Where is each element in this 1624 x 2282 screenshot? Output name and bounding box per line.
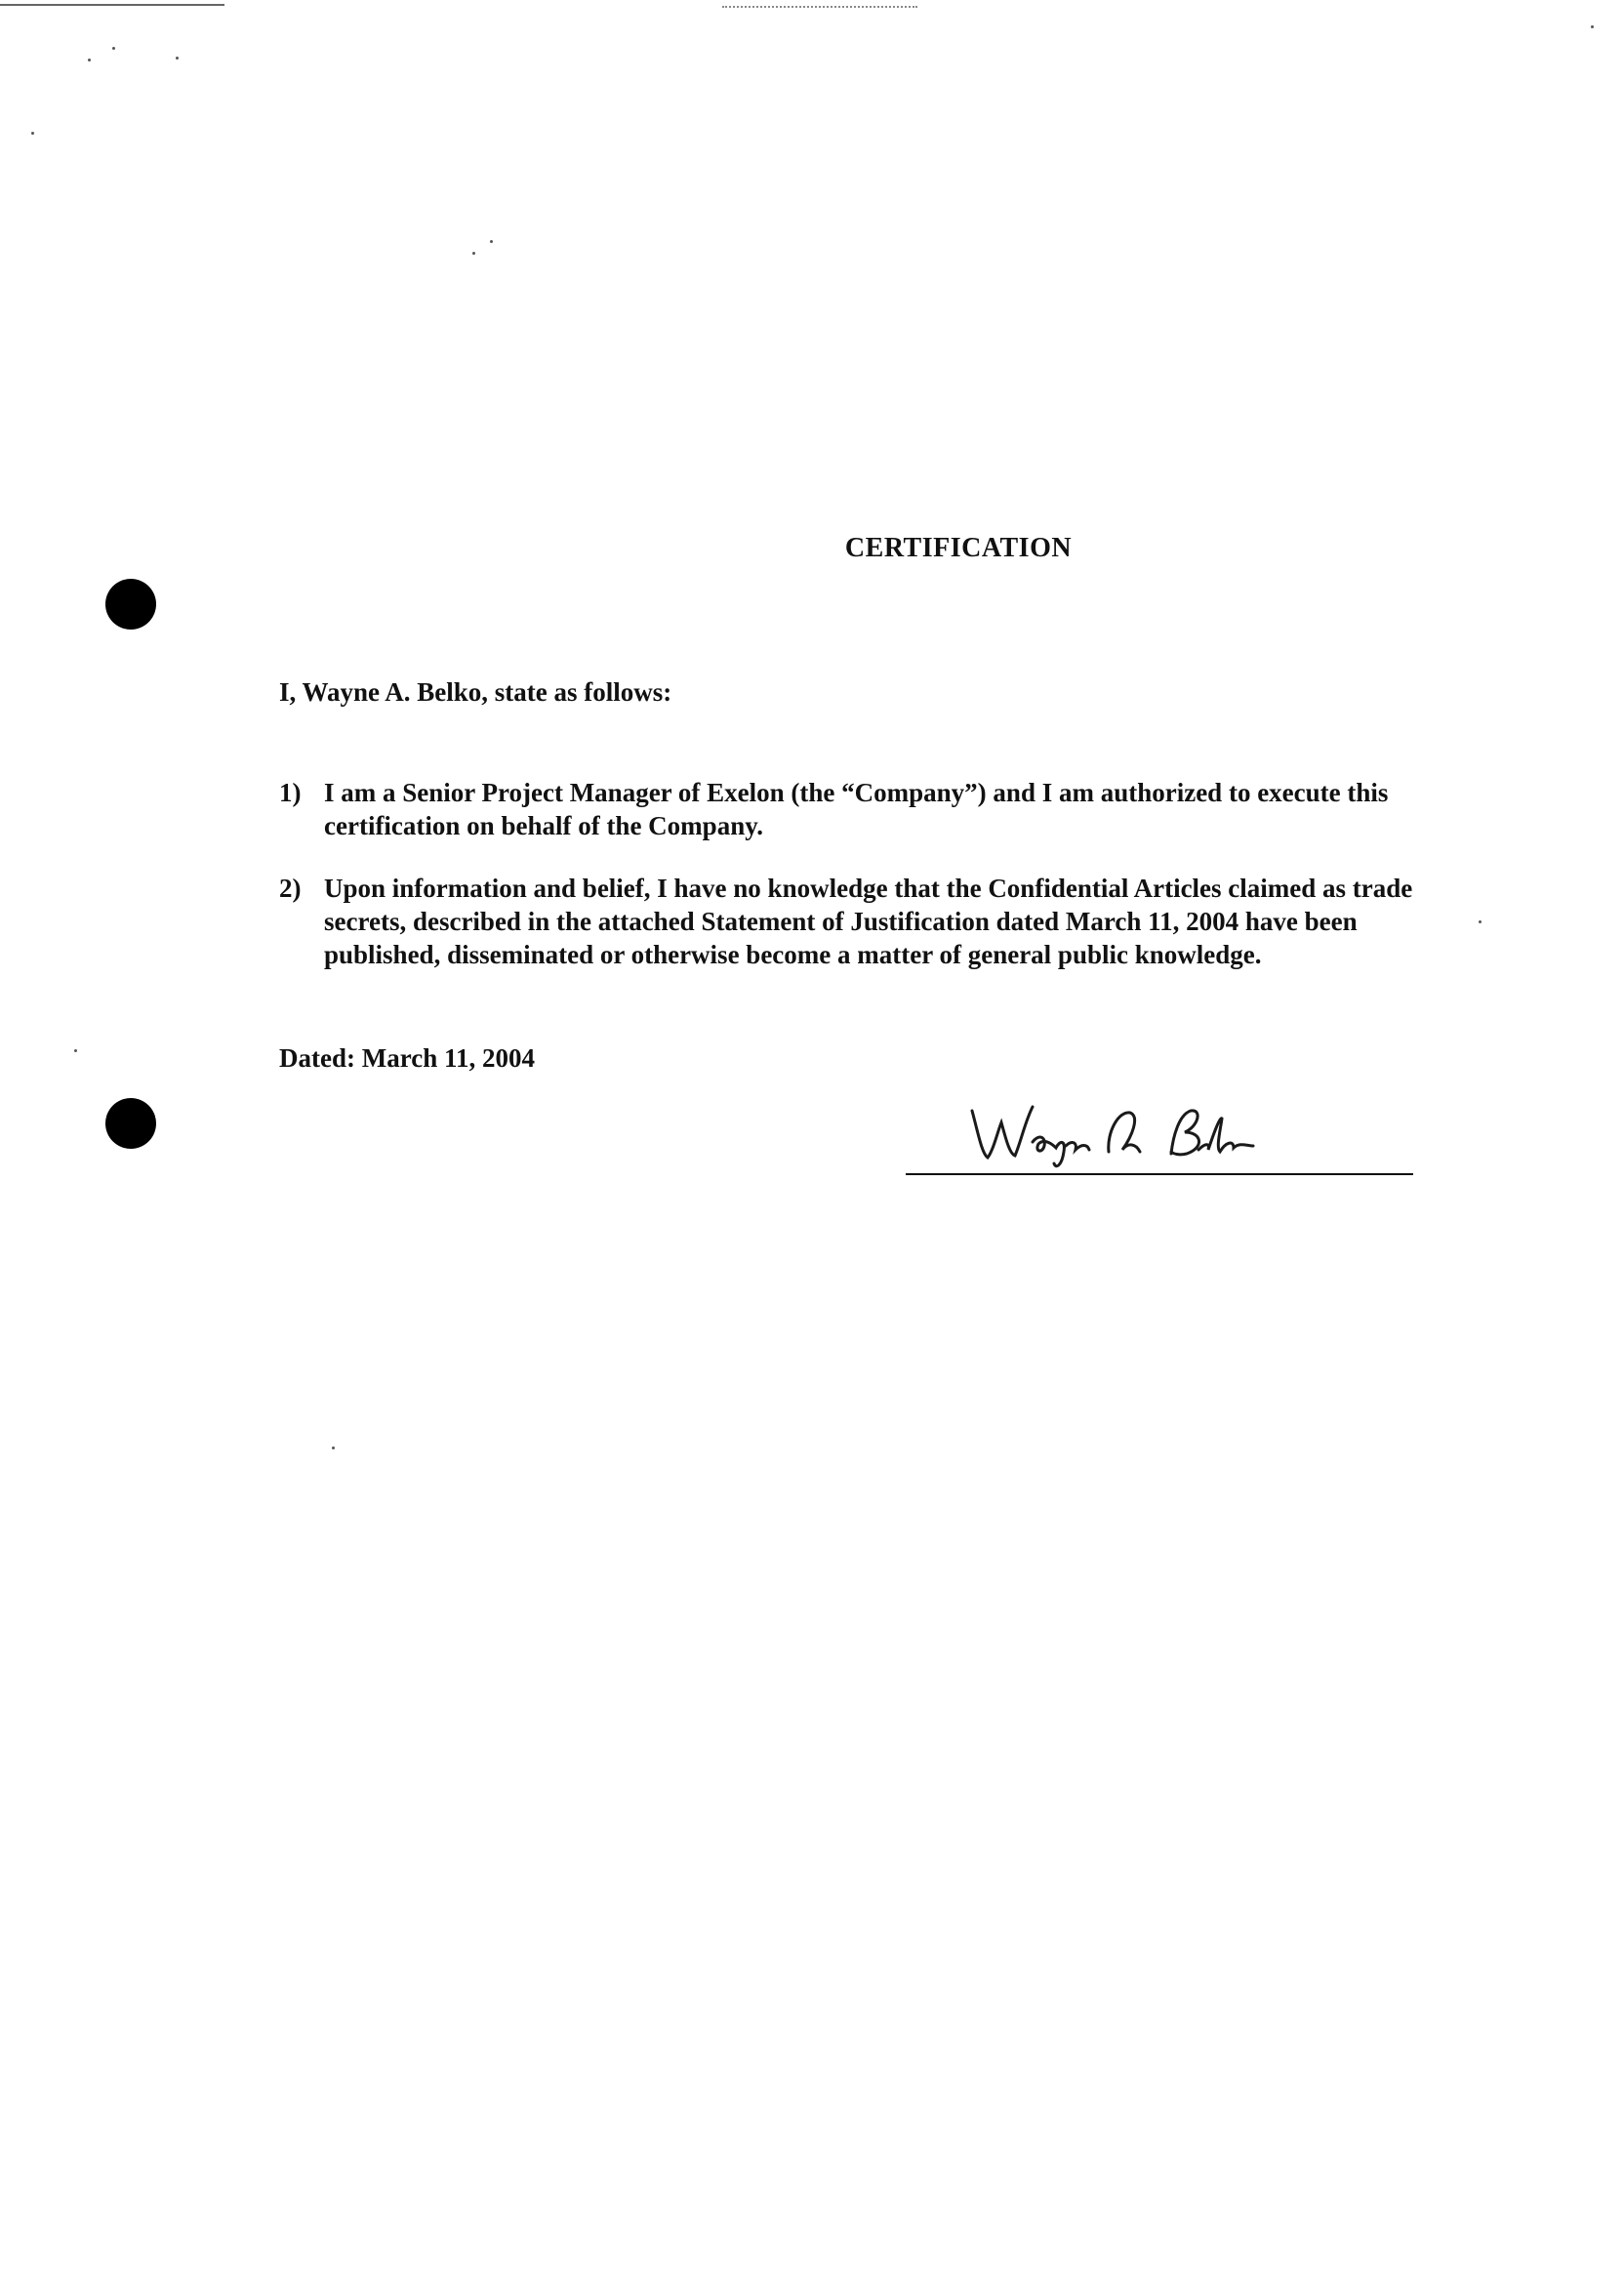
- document-title: CERTIFICATION: [844, 533, 1073, 563]
- intro-statement: I, Wayne A. Belko, state as follows:: [279, 677, 672, 707]
- scan-speck: [490, 240, 493, 243]
- list-item-number: 2): [279, 874, 302, 903]
- scan-speck: [112, 47, 115, 50]
- signature-line: [906, 1173, 1413, 1175]
- scan-artifact-top-rule-dotted: [722, 6, 917, 8]
- list-item: [279, 776, 1431, 842]
- punch-hole-mark: [105, 579, 156, 630]
- scan-speck: [74, 1049, 77, 1052]
- scan-speck: [1479, 920, 1482, 923]
- scan-speck: [31, 132, 34, 135]
- numbered-statements: [279, 776, 1431, 1000]
- list-item-number: 1): [279, 778, 302, 807]
- scan-artifact-top-rule: [0, 4, 224, 6]
- list-item-text: I am a Senior Project Manager of Exelon (the “Company”) and I am authorized to execute this certification on behalf of the Company.: [324, 778, 1389, 840]
- punch-hole-mark: [105, 1098, 156, 1149]
- scan-speck: [176, 57, 179, 60]
- scan-speck: [88, 59, 91, 61]
- scan-speck: [1591, 25, 1594, 28]
- list-item-text: Upon information and belief, I have no knowledge that the Confidential Articles claimed as trade secrets, described in the attached Statement of Justification dated March 11, 2004 have been published, disseminated or otherwise become a matter of general public knowledge.: [324, 874, 1413, 969]
- scan-speck: [472, 252, 475, 255]
- scan-speck: [332, 1447, 335, 1449]
- signature-block: [906, 1093, 1413, 1175]
- handwritten-signature: [964, 1093, 1257, 1171]
- date-line: Dated: March 11, 2004: [279, 1043, 535, 1073]
- list-item: [279, 872, 1431, 971]
